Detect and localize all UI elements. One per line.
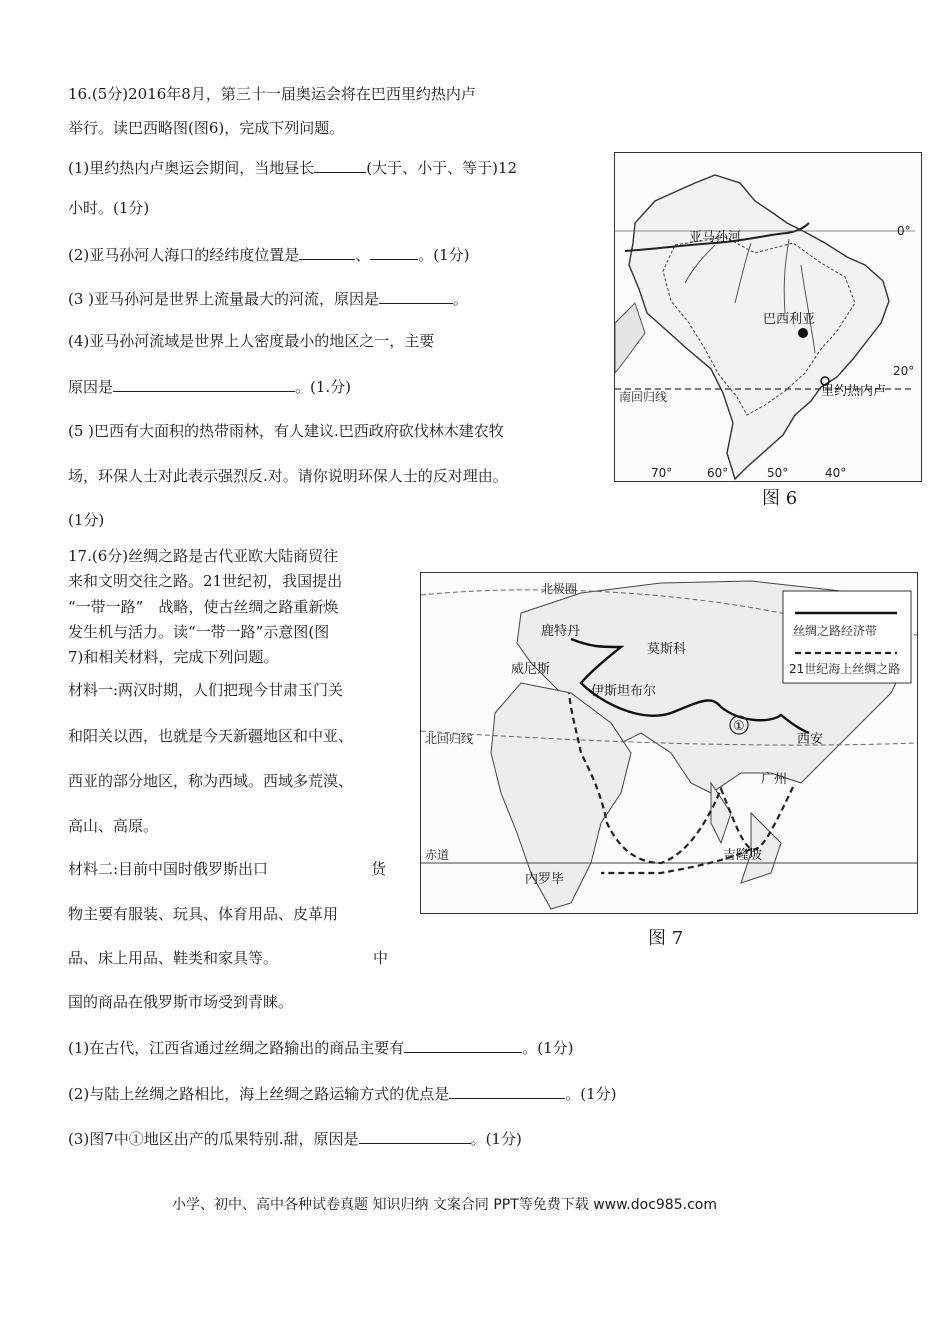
lat-0-label: 0°: [897, 224, 911, 238]
q16-stem-line-2: 举行。读巴西略图(图6)，完成下列问题。: [68, 119, 345, 137]
nairobi-label: 内罗毕: [525, 872, 565, 887]
q16-p1-answer-blank[interactable]: [314, 156, 366, 173]
q17-p3-answer-blank[interactable]: [359, 1127, 471, 1144]
q17-material-2-line-4: 国的商品在俄罗斯市场受到青睐。: [68, 993, 294, 1011]
q16-part-2: [68, 243, 470, 265]
tropic-label: 南回归线: [619, 390, 668, 404]
q17-material-1-line-2: 和阳关以西，也就是今天新疆地区和中亚、: [68, 727, 354, 745]
q17-part-2: [68, 1082, 617, 1104]
q16-part-1: [68, 156, 517, 178]
q17-p1-answer-blank[interactable]: [404, 1036, 522, 1053]
q17-p1-text-a: (1)在古代，江西省通过丝绸之路输出的商品主要有: [68, 1039, 405, 1057]
q17-material-1-line-3: 西亚的部分地区，称为西域。西域多荒漠、: [68, 772, 354, 790]
region-one-label: ①: [733, 719, 745, 734]
continent-outline: [629, 175, 889, 479]
q16-p3-text-a: (3 )亚马孙河是世界上流量最大的河流，原因是: [68, 290, 380, 308]
q17-stem-line-3: “一带一路” 战略，使古丝绸之路重新焕: [68, 598, 339, 616]
q17-material-2-line-1: 材料二:目前中国时俄罗斯出口: [68, 860, 269, 878]
arctic-label: 北极圈: [541, 582, 578, 596]
belt-road-map: [420, 572, 918, 914]
q16-stem-line-1: 16.(5分)2016年8月，第三十一届奥运会将在巴西里约热内卢: [68, 85, 476, 103]
q16-part-5-score: (1分): [68, 511, 105, 529]
q16-p3-text-b: 。: [453, 290, 469, 308]
q17-p3-text-b: 。(1分): [470, 1130, 522, 1148]
xian-label: 西安: [797, 732, 824, 747]
lat-20-label: 20°: [893, 364, 915, 378]
q17-material-2-line-3-end: 中: [373, 949, 389, 967]
q17-p2-text-b: 。(1分): [565, 1085, 617, 1103]
q16-part-4-cont: [68, 375, 351, 397]
q16-part-3: [68, 287, 468, 309]
city-label: 里约热内卢: [821, 384, 887, 399]
legend-sea-label: 21世纪海上丝绸之路: [789, 662, 901, 676]
equator-label: 赤道: [425, 848, 450, 862]
q16-p4-answer-blank[interactable]: [113, 375, 295, 392]
q17-p2-text-a: (2)与陆上丝绸之路相比，海上丝绸之路运输方式的优点是: [68, 1085, 450, 1103]
moscow-label: 莫斯科: [647, 642, 687, 657]
q17-material-2-line-1-end: 货: [371, 860, 387, 878]
istanbul-label: 伊斯坦布尔: [591, 684, 657, 699]
lon-60-label: 60°: [707, 466, 729, 480]
brazil-map-svg: [615, 153, 921, 481]
venice-label: 威尼斯: [511, 662, 551, 677]
q16-p2-answer-blank-1[interactable]: [299, 243, 355, 260]
lon-50-label: 50°: [767, 466, 789, 480]
guangzhou-label: 广州: [761, 772, 788, 787]
q17-part-3: [68, 1127, 522, 1149]
q16-part-1-cont: 小时。(1分): [68, 199, 150, 217]
capital-label: 巴西利亚: [763, 312, 816, 327]
q17-p2-answer-blank[interactable]: [449, 1082, 565, 1099]
india-land: [711, 783, 731, 843]
brazil-map: [614, 152, 922, 482]
pacific-coast: [615, 303, 645, 373]
q16-p2-sep: 、: [355, 246, 371, 264]
q17-stem-line-4: 发生机与活力。读“一带一路”示意图(图: [68, 623, 330, 641]
q17-material-2-line-2: 物主要有服装、玩具、体育用品、皮革用: [68, 905, 339, 923]
q16-p4-text-b: 原因是: [68, 378, 114, 396]
q16-part-5-cont: 场，环保人士对此表示强烈反.对。请你说明环保人士的反对理由。: [68, 467, 508, 485]
q16-p2-text-b: 。(1分): [418, 246, 470, 264]
q17-stem-line-1: 17.(6分)丝绸之路是古代亚欧大陆商贸往: [68, 547, 339, 565]
figure-7-caption: 图 7: [648, 928, 684, 949]
q17-material-2-line-3: 品、床上用品、鞋类和家具等。: [68, 949, 279, 967]
lon-70-label: 70°: [651, 466, 673, 480]
q16-p4-text-c: 。(1.分): [295, 378, 352, 396]
figure-6-caption: 图 6: [762, 488, 798, 509]
q16-p1-text-b: (大于、小于、等于)12: [366, 159, 518, 177]
lon-40-label: 40°: [825, 466, 847, 480]
q16-p1-text-a: (1)里约热内卢奥运会期间，当地昼长: [68, 159, 315, 177]
tropic-label-7: 北回归线: [425, 732, 474, 746]
legend-land-label: 丝绸之路经济带: [793, 624, 878, 638]
page-footer: 小学、初中、高中各种试卷真题 知识归纳 文案合同 PPT等免费下载 www.doc985.com: [172, 1197, 717, 1213]
q16-part-5: (5 )巴西有大面积的热带雨林，有人建议.巴西政府砍伐林木建农牧: [68, 422, 504, 440]
q16-p3-answer-blank[interactable]: [379, 287, 453, 304]
q16-part-4: (4)亚马孙河流域是世界上人密度最小的地区之一，主要: [68, 332, 435, 350]
q17-material-1-line-1: 材料一:两汉时期，人们把现今甘肃玉门关: [68, 681, 344, 699]
q17-part-1: [68, 1036, 574, 1058]
q17-stem-line-2: 来和文明交往之路。21世纪初，我国提出: [68, 572, 343, 590]
q16-p2-text-a: (2)亚马孙河人海口的经纬度位置是: [68, 246, 300, 264]
q17-p1-text-b: 。(1分): [522, 1039, 574, 1057]
singapore-label: 吉隆坡: [723, 848, 763, 863]
river-label: 亚马孙河: [689, 230, 742, 245]
q17-material-1-line-4: 高山、高原。: [68, 817, 159, 835]
brasilia-dot: [798, 328, 808, 338]
q17-stem-line-5: 7)和相关材料，完成下列问题。: [68, 648, 279, 666]
rotterdam-label: 鹿特丹: [541, 624, 581, 639]
belt-road-map-svg: [421, 573, 917, 913]
q16-p2-answer-blank-2[interactable]: [370, 243, 418, 260]
q17-p3-text-a: (3)图7中①地区出产的瓜果特别.甜，原因是: [68, 1130, 359, 1148]
